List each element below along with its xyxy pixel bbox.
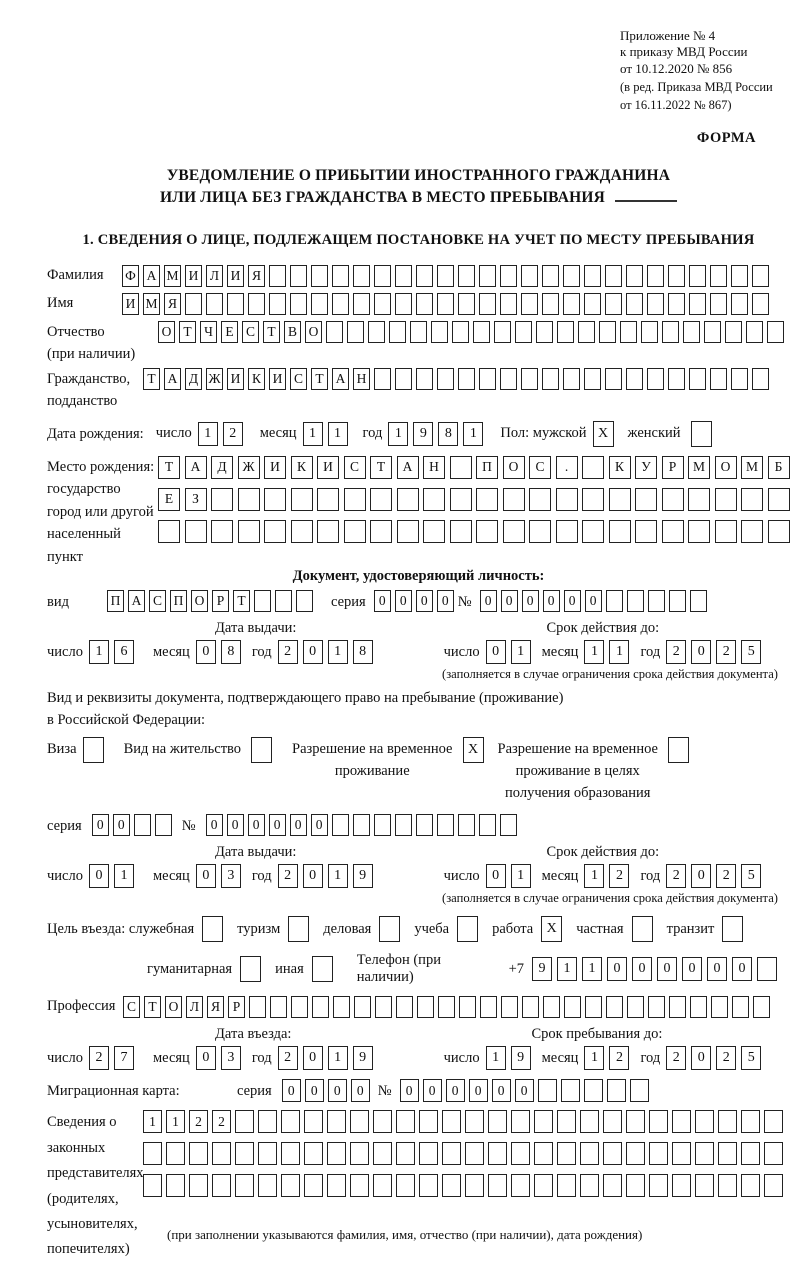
doc-valid-year-field[interactable]: 2 0 2 5 <box>666 640 766 664</box>
migration-series-label: серия <box>237 1083 272 1100</box>
representatives-label: Сведения о законных представителях (родителях, усыновителях, попечителях) <box>47 1114 144 1258</box>
birthplace-row1-field[interactable]: Т А Д Ж И К И С Т А Н П О С . К У Р М О М Б <box>158 456 794 479</box>
day-label: число <box>47 867 83 884</box>
birth-month-field[interactable]: 1 1 <box>303 422 353 446</box>
phone-prefix: +7 <box>508 960 524 977</box>
purpose-tourism-checkbox[interactable] <box>288 916 309 942</box>
identity-doc-heading: Документ, удостоверяющий личность: <box>292 568 545 585</box>
purpose-transit-checkbox[interactable] <box>722 916 743 942</box>
representatives-note: (при заполнении указываются фамилия, имя, отчество (при наличии), дата рождения) <box>167 1227 643 1243</box>
sex-male-label: Пол: мужской <box>500 425 587 442</box>
appendix-line: от 10.12.2020 № 856 <box>620 60 733 76</box>
birth-day-field[interactable]: 1 2 <box>198 422 248 446</box>
month-label: месяц <box>259 425 297 442</box>
migration-number-field[interactable]: 0 0 0 0 0 0 <box>400 1079 653 1102</box>
day-label: число <box>155 425 192 442</box>
appendix-note <box>620 28 795 114</box>
migration-series-field[interactable]: 0 0 0 0 <box>282 1079 374 1102</box>
year-label: год <box>640 643 661 660</box>
representatives-row2-field[interactable] <box>143 1142 787 1165</box>
doc-issue-date-label: Дата выдачи: <box>215 620 297 637</box>
name-field[interactable]: И М Я <box>122 293 773 315</box>
day-label: число <box>443 643 480 660</box>
permit-number-label: № <box>181 817 196 834</box>
purpose-work-checkbox[interactable]: X <box>541 916 562 942</box>
citizenship-field[interactable]: Т А Д Ж И К И С Т А Н <box>143 368 773 390</box>
permit-valid-until-label: Срок действия до: <box>546 844 660 861</box>
phone-field[interactable]: 9 1 1 0 0 0 0 0 0 <box>532 957 782 981</box>
birthplace-label: Место рождения: государство город или другой населенный пункт <box>47 458 155 565</box>
residence-permit-checkbox[interactable] <box>251 737 272 763</box>
permit-issue-day-field[interactable]: 0 1 <box>89 864 139 888</box>
temp-residence-checkbox[interactable]: X <box>463 737 484 763</box>
sex-female-label: женский <box>627 425 681 442</box>
sex-male-checkbox[interactable]: X <box>593 421 614 447</box>
visa-checkbox[interactable] <box>83 737 104 763</box>
title-blank-line <box>615 188 677 202</box>
residence-permit-label: Вид на жительство <box>123 741 242 758</box>
stay-day-field[interactable]: 1 9 <box>486 1046 536 1070</box>
patronymic-field[interactable]: О Т Ч Е С Т В О <box>158 321 788 343</box>
birth-year-field[interactable]: 1 9 8 1 <box>388 422 488 446</box>
permit-series-field[interactable]: 0 0 <box>92 814 176 836</box>
entry-month-field[interactable]: 0 3 <box>196 1046 246 1070</box>
permit-validity-note: (заполняется в случае ограничения срока действия документа) <box>442 891 778 906</box>
doc-series-label: серия <box>331 593 366 610</box>
name-label: Имя <box>47 294 74 311</box>
citizenship-label: Гражданство, подданство <box>47 370 131 410</box>
doc-issue-year-field[interactable]: 2 0 1 8 <box>278 640 378 664</box>
representatives-row3-field[interactable] <box>143 1174 787 1197</box>
permit-series-label: серия <box>47 817 82 834</box>
sex-female-checkbox[interactable] <box>691 421 712 447</box>
purpose-other-checkbox[interactable] <box>312 956 333 982</box>
study-label: учеба <box>414 920 450 937</box>
month-label: месяц <box>541 1049 579 1066</box>
month-label: месяц <box>541 867 579 884</box>
permit-intro-line1: Вид и реквизиты документа, подтверждающего право на пребывание (проживание) <box>47 690 564 707</box>
profession-field[interactable]: С Т О Л Я Р <box>123 996 774 1018</box>
profession-label: Профессия <box>47 998 116 1015</box>
doc-number-field[interactable]: 0 0 0 0 0 0 <box>480 590 711 612</box>
doc-type-label: вид <box>47 593 69 610</box>
phone-label: Телефон (при наличии) <box>356 952 441 986</box>
business-label: деловая <box>323 920 372 937</box>
edition-line: (в ред. Приказа МВД России <box>620 79 773 94</box>
doc-dates-header <box>47 620 790 637</box>
month-label: месяц <box>152 643 190 660</box>
permit-valid-day-field[interactable]: 0 1 <box>486 864 536 888</box>
private-label: частная <box>576 920 624 937</box>
doc-validity-note: (заполняется в случае ограничения срока действия документа) <box>442 667 778 682</box>
entry-day-field[interactable]: 2 7 <box>89 1046 139 1070</box>
temp-residence-edu-label: Разрешение на временное проживание в целях получения образования <box>497 741 658 801</box>
form-title-line2: ИЛИ ЛИЦА БЕЗ ГРАЖДАНСТВА В МЕСТО ПРЕБЫВАНИЯ <box>47 187 790 209</box>
form-title <box>47 165 790 210</box>
doc-valid-until-label: Срок действия до: <box>546 620 660 637</box>
purpose-label: Цель въезда: служебная <box>47 920 195 937</box>
permit-issue-date-label: Дата выдачи: <box>215 844 297 861</box>
purpose-private-checkbox[interactable] <box>632 916 653 942</box>
month-label: месяц <box>152 867 190 884</box>
purpose-humanitarian-checkbox[interactable] <box>240 956 261 982</box>
entry-year-field[interactable]: 2 0 1 9 <box>278 1046 378 1070</box>
month-label: месяц <box>541 643 579 660</box>
permit-valid-month-field[interactable]: 1 2 <box>584 864 634 888</box>
patronymic-label: Отчество (при наличии) <box>47 323 136 363</box>
humanitarian-label: гуманитарная <box>147 960 233 977</box>
temp-residence-edu-checkbox[interactable] <box>668 737 689 763</box>
birthplace-row2-field[interactable]: Е З <box>158 488 794 511</box>
stay-until-label: Срок пребывания до: <box>531 1026 663 1043</box>
doc-issue-month-field[interactable]: 0 8 <box>196 640 246 664</box>
form-label: ФОРМА <box>696 130 756 146</box>
doc-issue-day-field[interactable]: 1 6 <box>89 640 139 664</box>
migration-card-label: Миграционная карта: <box>47 1083 180 1100</box>
year-label: год <box>251 643 272 660</box>
entry-date-label: Дата въезда: <box>215 1026 292 1043</box>
purpose-business-checkbox[interactable] <box>379 916 400 942</box>
doc-series-field[interactable]: 0 0 0 0 <box>374 590 458 612</box>
permit-dates-header <box>47 844 790 861</box>
birth-date-label: Дата рождения: <box>47 426 144 443</box>
year-label: год <box>362 425 383 442</box>
year-label: год <box>640 1049 661 1066</box>
permit-valid-year-field[interactable]: 2 0 2 5 <box>666 864 766 888</box>
stay-year-field[interactable]: 2 0 2 5 <box>666 1046 766 1070</box>
surname-label: Фамилия <box>47 266 104 283</box>
entry-dates-header <box>47 1026 790 1043</box>
migration-number-label: № <box>377 1083 392 1100</box>
edition-line: от 16.11.2022 № 867) <box>620 98 732 113</box>
birthplace-row3-field[interactable] <box>158 520 794 543</box>
doc-valid-month-field[interactable]: 1 1 <box>584 640 634 664</box>
doc-valid-day-field[interactable]: 0 1 <box>486 640 536 664</box>
doc-number-label: № <box>457 593 472 610</box>
representatives-row1-field[interactable]: 1 1 2 2 <box>143 1110 787 1133</box>
permit-number-field[interactable]: 0 0 0 0 0 0 <box>206 814 521 836</box>
visa-label: Виза <box>47 741 77 758</box>
appendix-line: Приложение № 4 <box>620 28 716 43</box>
permit-issue-month-field[interactable]: 0 3 <box>196 864 246 888</box>
transit-label: транзит <box>666 920 715 937</box>
permit-intro-line2: в Российской Федерации: <box>47 712 206 729</box>
month-label: месяц <box>152 1049 190 1066</box>
doc-type-field[interactable]: П А С П О Р Т <box>107 590 317 612</box>
stay-month-field[interactable]: 1 2 <box>584 1046 634 1070</box>
day-label: число <box>443 1049 480 1066</box>
form-title-line1: УВЕДОМЛЕНИЕ О ПРИБЫТИИ ИНОСТРАННОГО ГРАЖДАНИНА <box>166 167 671 184</box>
other-label: иная <box>275 960 304 977</box>
day-label: число <box>443 867 480 884</box>
year-label: год <box>251 867 272 884</box>
surname-field[interactable]: Ф А М И Л И Я <box>122 265 773 287</box>
temp-residence-label: Разрешение на временное проживание <box>292 741 453 779</box>
appendix-line: к приказу МВД России <box>620 44 748 60</box>
day-label: число <box>47 643 83 660</box>
purpose-study-checkbox[interactable] <box>457 916 478 942</box>
purpose-official-checkbox[interactable] <box>202 916 223 942</box>
section1-heading: 1. СВЕДЕНИЯ О ЛИЦЕ, ПОДЛЕЖАЩЕМ ПОСТАНОВКЕ НА УЧЕТ ПО МЕСТУ ПРЕБЫВАНИЯ <box>82 231 755 248</box>
year-label: год <box>640 867 661 884</box>
permit-issue-year-field[interactable]: 2 0 1 9 <box>278 864 378 888</box>
year-label: год <box>251 1049 272 1066</box>
work-label: работа <box>492 920 534 937</box>
day-label: число <box>47 1049 83 1066</box>
tourism-label: туризм <box>237 920 281 937</box>
